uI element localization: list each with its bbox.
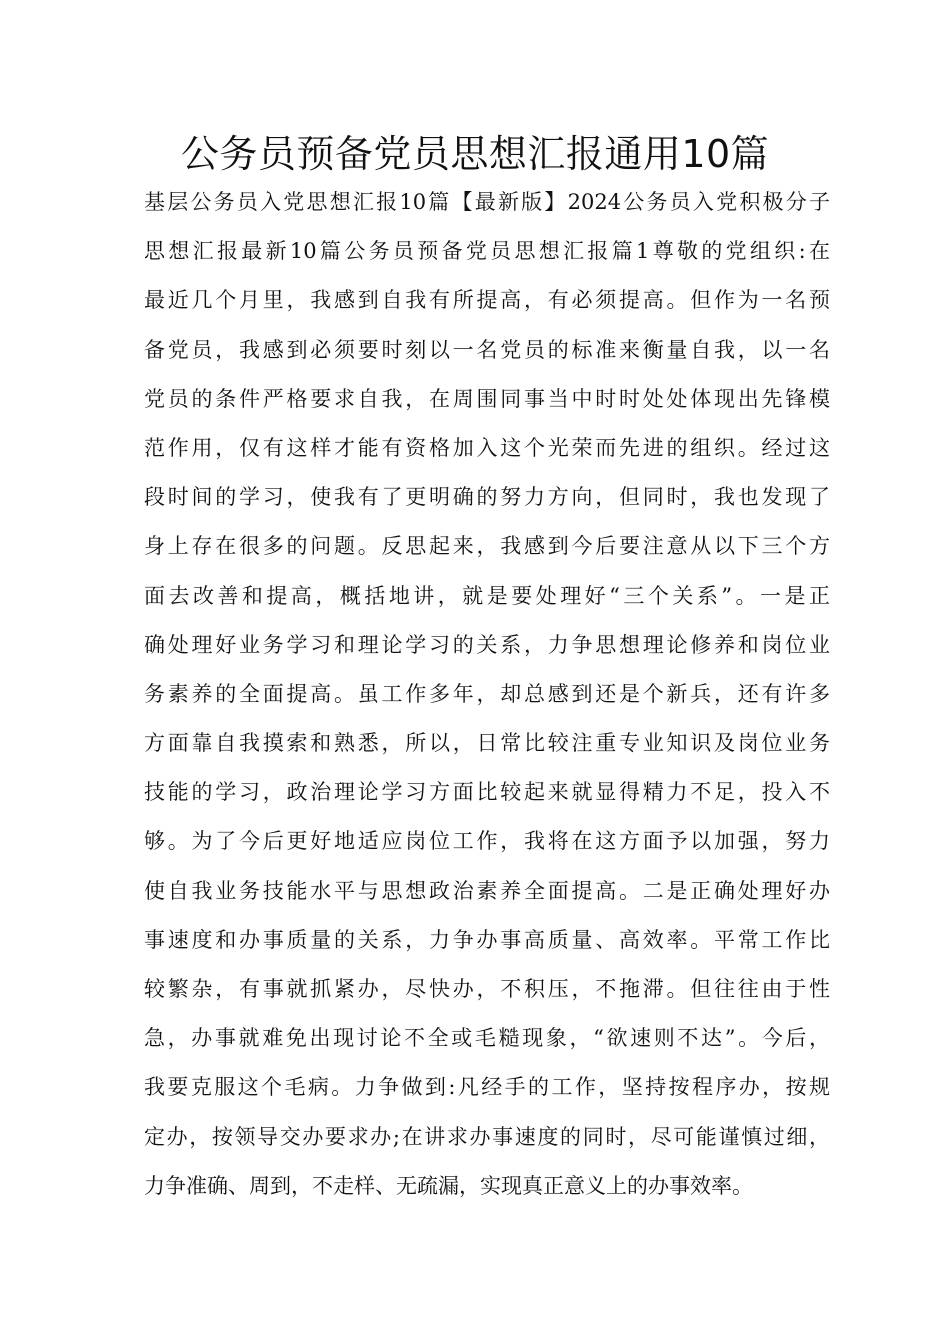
body-line: 急，办事就难免出现讨论不全或毛糙现象，“欲速则不达”。今后， bbox=[144, 1026, 830, 1051]
body-line: 我要克服这个毛病。力争做到:凡经手的工作，坚持按程序办，按规 bbox=[144, 1075, 830, 1100]
body-line: 使自我业务技能水平与思想政治素养全面提高。二是正确处理好办 bbox=[144, 878, 830, 903]
body-line: 备党员，我感到必须要时刻以一名党员的标准来衡量自我，以一名 bbox=[144, 337, 830, 362]
body-line: 技能的学习，政治理论学习方面比较起来就显得精力不足，投入不 bbox=[144, 780, 830, 805]
document-body bbox=[144, 178, 830, 1211]
body-line: 基层公务员入党思想汇报10篇【最新版】2024公务员入党积极分子 bbox=[144, 190, 830, 214]
body-line: 范作用，仅有这样才能有资格加入这个光荣而先进的组织。经过这 bbox=[144, 435, 830, 460]
document-title: 公务员预备党员思想汇报通用10篇 bbox=[180, 132, 770, 176]
body-line: 方面靠自我摸索和熟悉，所以，日常比较注重专业知识及岗位业务 bbox=[144, 731, 830, 756]
body-line: 够。为了今后更好地适应岗位工作，我将在这方面予以加强，努力 bbox=[144, 829, 830, 854]
body-line: 定办，按领导交办要求办;在讲求办事速度的同时，尽可能谨慎过细， bbox=[144, 1124, 830, 1149]
body-line: 面去改善和提高，概括地讲，就是要处理好“三个关系”。一是正 bbox=[144, 583, 830, 608]
body-line: 务素养的全面提高。虽工作多年，却总感到还是个新兵，还有许多 bbox=[144, 681, 830, 706]
body-line: 较繁杂，有事就抓紧办，尽快办，不积压，不拖滞。但往往由于性 bbox=[144, 977, 830, 1001]
body-line: 力争准确、周到，不走样、无疏漏，实现真正意义上的办事效率。 bbox=[144, 1173, 753, 1198]
body-line: 思想汇报最新10篇公务员预备党员思想汇报篇1尊敬的党组织:在 bbox=[144, 239, 830, 264]
body-line: 确处理好业务学习和理论学习的关系，力争思想理论修养和岗位业 bbox=[144, 632, 830, 657]
body-line: 身上存在很多的问题。反思起来，我感到今后要注意从以下三个方 bbox=[144, 534, 830, 559]
body-line: 最近几个月里，我感到自我有所提高，有必须提高。但作为一名预 bbox=[144, 288, 830, 313]
body-line: 事速度和办事质量的关系，力争办事高质量、高效率。平常工作比 bbox=[144, 927, 830, 952]
body-line: 段时间的学习，使我有了更明确的努力方向，但同时，我也发现了 bbox=[144, 485, 830, 510]
body-line: 党员的条件严格要求自我，在周围同事当中时时处处体现出先锋模 bbox=[144, 386, 830, 411]
